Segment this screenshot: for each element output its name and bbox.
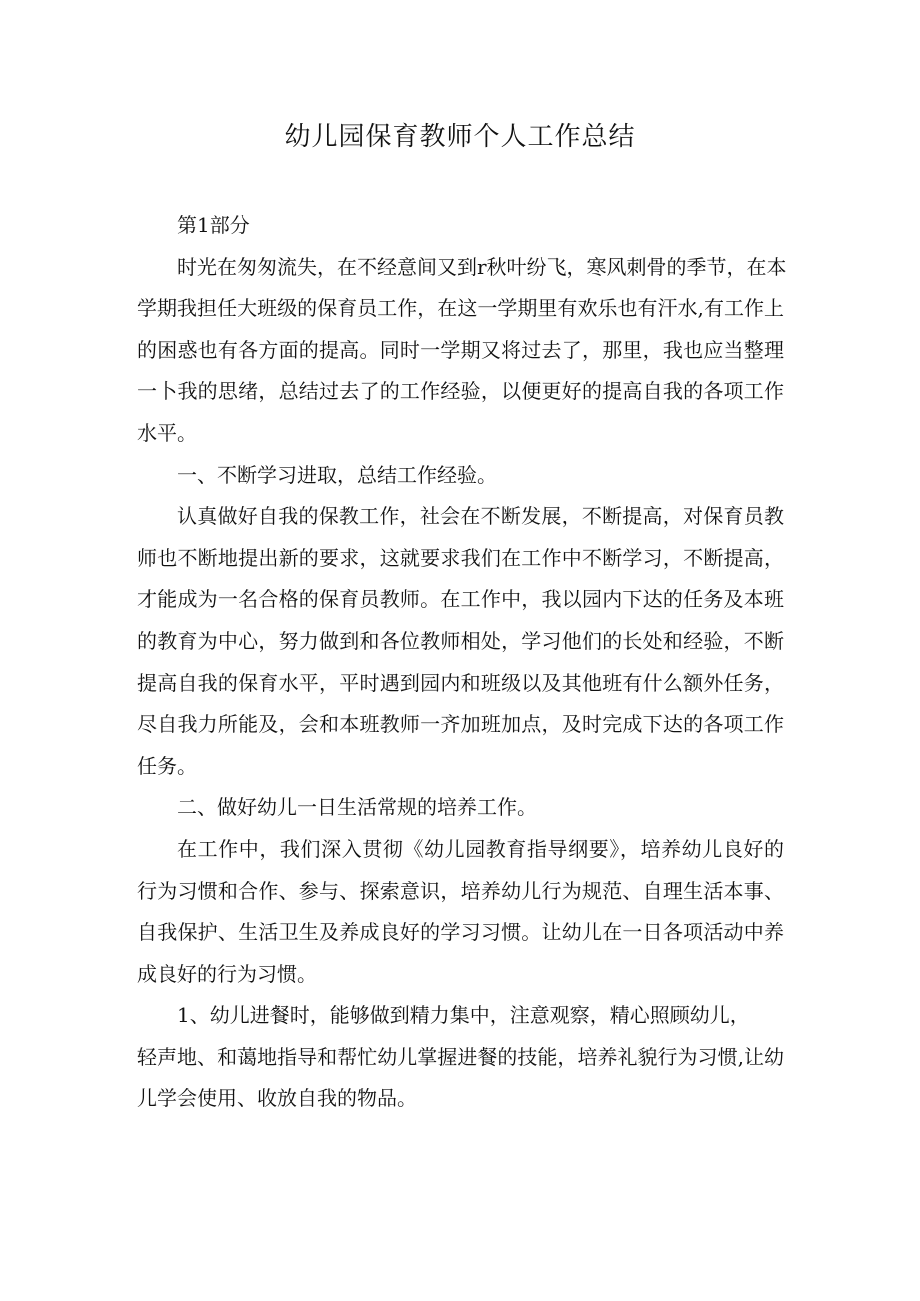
text-line: 一卜我的思绪，总结过去了的工作经验，以便更好的提高自我的各项工作	[137, 379, 784, 404]
text-line: 认真做好自我的保教工作，社会在不断发展，不断提高，对保育员教	[177, 504, 784, 529]
text-line: 1、幼儿进餐时，能够做到精力集中，注意观察，精心照顾幼儿，	[177, 1003, 750, 1028]
document-title: 幼儿园保育教师个人工作总结	[284, 122, 636, 152]
text-line: 行为习惯和合作、参与、探索意识，培养幼儿行为规范、自理生活本事、	[137, 878, 784, 903]
text-line: 在工作中，我们深入贯彻《幼儿园教育指导纲要》，培养幼儿良好的	[177, 836, 784, 861]
text-line: 学期我担任大班级的保育员工作，在这一学期里有欢乐也有汗水,有工作上	[137, 296, 784, 321]
text-line: 一、不断学习进取，总结工作经验。	[177, 462, 497, 487]
text-line: 儿学会使用、收放自我的物品。	[137, 1086, 417, 1111]
paragraph	[137, 829, 784, 995]
paragraph	[137, 995, 784, 1120]
paragraph	[137, 247, 787, 455]
text-line: 师也不断地提出新的要求，这就要求我们在工作中不断学习，不断提高，	[137, 545, 784, 570]
text-line: 时光在匆匆流失，在不经意间又到r秋叶纷飞，寒风刺骨的季节，在本	[177, 254, 787, 279]
text-line: 尽自我力所能及，会和本班教师一齐加班加点，及时完成下达的各项工作	[137, 712, 784, 737]
paragraph	[137, 787, 784, 829]
text-line: 任务。	[137, 753, 197, 778]
text-line: 才能成为一名合格的保育员教师。在工作中，我以园内下达的任务及本班	[137, 587, 784, 612]
paragraph	[137, 496, 784, 787]
text-line: 二、做好幼儿一日生活常规的培养工作。	[177, 795, 537, 820]
text-line: 的教育为中心，努力做到和各位教师相处，学习他们的长处和经验，不断	[137, 628, 784, 653]
text-line: 的困惑也有各方面的提高。同时一学期又将过去了，那里，我也应当整理	[137, 337, 784, 362]
section-label: 第1部分	[177, 213, 250, 237]
paragraph	[137, 455, 784, 497]
text-line: 水平。	[137, 420, 197, 445]
document-body	[137, 205, 787, 1120]
text-line: 成良好的行为习惯。	[137, 961, 317, 986]
text-line: 提高自我的保育水平，平时遇到园内和班级以及其他班有什么额外任务，	[137, 670, 784, 695]
text-line: 轻声地、和蔼地指导和帮忙幼儿掌握进餐的技能，培养礼貌行为习惯,让幼	[137, 1044, 784, 1069]
text-line: 自我保护、生活卫生及养成良好的学习习惯。让幼儿在一日各项活动中养	[137, 920, 784, 945]
